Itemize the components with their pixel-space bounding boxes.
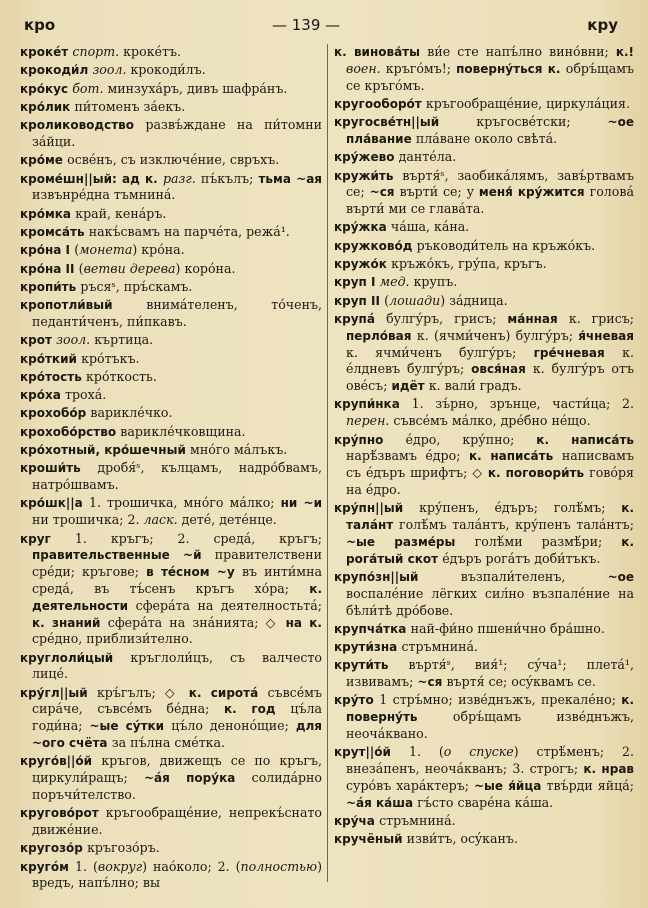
dictionary-entry bbox=[20, 840, 322, 857]
headword: ~ые сýтки bbox=[89, 719, 172, 734]
headword: ~ое bbox=[607, 569, 634, 584]
definition-text: въртя́ се; осýквамъ се. bbox=[446, 674, 596, 690]
definition-text: за пъ́лна смéтка. bbox=[111, 735, 226, 751]
definition-text: срéдно, приблизи́телно. bbox=[32, 631, 193, 647]
headword: тьма ~ая bbox=[258, 171, 323, 186]
headword: круглоли́цый bbox=[20, 650, 131, 665]
usage-label: воен. bbox=[346, 60, 381, 76]
definition-text: твъ́рди яйцá; bbox=[546, 777, 634, 793]
headword: правительственные ~й bbox=[32, 548, 215, 563]
definition-text: ) кро́на. bbox=[132, 242, 185, 258]
headword: крокéт bbox=[20, 45, 73, 59]
headword: кро́на I bbox=[20, 243, 75, 258]
dictionary-entry bbox=[20, 297, 322, 331]
definition-text: солидáрно поръчи́телство. bbox=[32, 770, 322, 802]
headword: кружо́к bbox=[334, 257, 392, 272]
headword: я́чневая bbox=[578, 328, 634, 343]
headword: ~ое пла́вание bbox=[346, 115, 634, 146]
headword: кромса́ть bbox=[20, 224, 89, 239]
definition-text: к. грисъ; bbox=[568, 310, 635, 326]
dictionary-entry bbox=[334, 744, 634, 811]
definition-text: 1. ( bbox=[75, 858, 98, 874]
headword: крупá bbox=[334, 311, 387, 326]
headword: к. сиротá bbox=[188, 685, 268, 700]
headword: круп I bbox=[334, 275, 380, 290]
dictionary-entry bbox=[20, 224, 322, 241]
headword: кругóм bbox=[20, 859, 76, 874]
headword: крути́зна bbox=[334, 640, 402, 655]
headword: к. поверну́ть bbox=[346, 693, 634, 725]
definition-text: стръмнинá. bbox=[379, 813, 456, 829]
headword: круго́в||о́й bbox=[20, 754, 102, 769]
definition-text: ) коро́на. bbox=[175, 260, 236, 276]
definition-text: кръгов, движещъ се по кръгъ, циркули́ращъ; bbox=[32, 753, 322, 786]
definition-text: ( bbox=[74, 242, 80, 258]
dictionary-entry bbox=[334, 569, 634, 619]
dictionary-entry bbox=[20, 62, 322, 79]
headword: кро́мка bbox=[20, 206, 76, 221]
definition-text: воспалéние лёгких сил́но възпалéние на бѣли́тѣ дро́бове. bbox=[346, 585, 634, 618]
headword: крут||о́й bbox=[334, 745, 409, 760]
headword: кропи́ть bbox=[20, 279, 81, 294]
definition-text: 1. кръгъ; 2. средá, кръгъ; bbox=[74, 530, 322, 546]
dictionary-entry bbox=[334, 274, 634, 291]
headword: кропотли́вый bbox=[20, 298, 147, 313]
definition-text: пъ́кълъ; bbox=[195, 170, 259, 186]
definition-text: кръгообращéние, непрекъ́снато движéние. bbox=[32, 805, 322, 838]
definition-text: ви́е сте напъ́лно вино́вни; bbox=[427, 44, 616, 59]
definition-text: извънрéдна тъмнинá. bbox=[32, 187, 176, 203]
headword: кро́кус bbox=[20, 81, 73, 96]
dictionary-entry bbox=[334, 149, 634, 166]
running-header bbox=[0, 16, 648, 38]
dictionary-entry bbox=[20, 387, 322, 404]
headword: к. написа́ть bbox=[536, 432, 634, 447]
dictionary-entry bbox=[334, 621, 634, 638]
headword: к. талáнт bbox=[346, 501, 634, 533]
headword: к. винова́ты bbox=[334, 45, 428, 59]
dictionary-entry bbox=[20, 805, 322, 839]
definition-text: голѣ́ми размѣ́ри; bbox=[474, 533, 622, 549]
definition-text: нарѣ́звамъ éдро; bbox=[346, 448, 469, 464]
dictionary-entry bbox=[20, 405, 322, 422]
headword: в тéсном ~у bbox=[146, 565, 242, 580]
usage-label: мед. bbox=[379, 274, 410, 290]
dictionary-entry bbox=[334, 219, 634, 236]
headword: кро́ха bbox=[20, 388, 65, 403]
dictionary-entry bbox=[20, 206, 322, 223]
definition-text: мно́го мáлъкъ. bbox=[190, 442, 288, 458]
dictionary-entry bbox=[334, 432, 634, 499]
definition-text: крокéтъ. bbox=[119, 44, 181, 59]
definition-text: съвсéмъ сирáче, съвсéмъ бéдна; bbox=[32, 684, 322, 717]
headword: ма́нная bbox=[507, 311, 569, 326]
definition-text: освéнъ, съ изключéние, свръхъ. bbox=[67, 152, 280, 168]
dictionary-entry bbox=[20, 81, 322, 98]
dictionary-entry bbox=[20, 859, 322, 893]
definition-text: сферáта на знáнията; ◇ bbox=[107, 614, 286, 630]
definition-text: обръ́щамъ изве́днъжъ, неочáквано. bbox=[346, 709, 634, 742]
definition-text: дробя́ˢ, кълцамъ, надро́бвамъ, натро́швамъ. bbox=[32, 460, 322, 493]
headword: к. написа́ть bbox=[468, 449, 562, 464]
headword: крокоди́л bbox=[20, 63, 93, 78]
definition-text: внимáтеленъ, то́ченъ, педанти́ченъ, пи́пкавъ. bbox=[32, 297, 322, 329]
usage-label: ласк. bbox=[143, 512, 178, 528]
dictionary-entry bbox=[334, 657, 634, 691]
dictionary-entry bbox=[20, 279, 322, 296]
definition-text: éдъръ рогáтъ доби́тъкъ. bbox=[442, 550, 601, 566]
usage-label: разг. bbox=[162, 170, 196, 186]
definition-text: цъ́ла годи́на; bbox=[32, 701, 322, 734]
headword: идёт bbox=[391, 379, 429, 394]
definition-text: въртя́ˢ, заобикáлямъ, завъ́ртвамъ се; bbox=[346, 167, 634, 200]
dictionary-entry bbox=[20, 261, 322, 278]
dictionary-entry bbox=[334, 311, 634, 395]
definition-text: кръгообращéние, циркулáция. bbox=[425, 95, 630, 111]
definition-text: ) зáдница. bbox=[440, 292, 508, 308]
dictionary-entry bbox=[334, 114, 634, 148]
headword: кручёный bbox=[334, 832, 407, 847]
headword: ~áя ка́ша bbox=[346, 795, 418, 810]
dictionary-entry bbox=[334, 96, 634, 113]
definition-text: кръгосвéтски; bbox=[476, 114, 608, 130]
headword: кроши́ть bbox=[20, 461, 98, 476]
headword: крот bbox=[20, 333, 57, 348]
usage-label: лошади bbox=[389, 292, 441, 308]
usage-label: вокруг bbox=[97, 858, 143, 874]
definition-text: кръгозо́ръ. bbox=[87, 840, 160, 856]
definition-text: върти́ се; у bbox=[399, 184, 479, 200]
definition-text: край, кенáръ. bbox=[75, 205, 167, 221]
headword: кру́пно bbox=[334, 432, 406, 447]
page-number: — 139 — bbox=[272, 16, 341, 34]
dictionary-entry bbox=[20, 44, 322, 61]
dictionary-entry bbox=[20, 152, 322, 169]
usage-label: монета bbox=[79, 242, 133, 258]
definition-text: суро́въ харáктеръ; bbox=[346, 777, 474, 793]
headword: крупча́тка bbox=[334, 621, 411, 636]
dictionary-entry bbox=[20, 495, 322, 529]
usage-label: зоол. bbox=[56, 332, 91, 348]
headword: для ~ого счёта bbox=[32, 719, 323, 751]
left-column bbox=[20, 44, 322, 894]
definition-text: гъ́сто сварéна кáша. bbox=[417, 794, 554, 810]
dictionary-entry bbox=[334, 831, 634, 848]
usage-label: спорт. bbox=[72, 44, 120, 59]
definition-text: чáша, кáна. bbox=[390, 219, 470, 235]
headword: гре́чневая bbox=[533, 345, 623, 360]
definition-text: плáване около свѣтá. bbox=[415, 130, 558, 146]
dictionary-entry bbox=[20, 531, 322, 649]
definition-text: написвамъ съ éдъръ шрифтъ; ◇ bbox=[346, 448, 634, 481]
headword: ~ые разме́ры bbox=[346, 534, 475, 549]
dictionary-entry bbox=[20, 424, 322, 441]
definition-text: вариклéчко. bbox=[90, 405, 173, 421]
definition-text: к. ячми́ченъ булгу́ръ; bbox=[346, 344, 534, 360]
usage-label: перен. bbox=[346, 413, 390, 429]
definition-text: 1. ( bbox=[408, 744, 444, 760]
headword: кролиководство bbox=[20, 118, 146, 133]
headword: кро́ткий bbox=[20, 351, 82, 366]
dictionary-entry bbox=[20, 99, 322, 116]
definition-text: к. булгу́ръ отъ овéсъ; bbox=[346, 361, 634, 394]
definition-text: детé, детéнце. bbox=[177, 512, 277, 528]
definition-text: головá върти́ ми се главáта. bbox=[346, 184, 634, 217]
headword: к. нрав bbox=[583, 762, 635, 777]
headword: ~ся bbox=[417, 675, 447, 690]
headword: круп II bbox=[334, 293, 385, 308]
headword: к. деятельности bbox=[32, 581, 322, 613]
dictionary-entry bbox=[20, 442, 322, 459]
definition-text: éдро, кру́пно; bbox=[405, 431, 537, 447]
dictionary-entry bbox=[334, 238, 634, 255]
dictionary-entry bbox=[334, 500, 634, 567]
usage-label: зоол. bbox=[92, 62, 127, 78]
usage-label: о спуске bbox=[443, 744, 514, 760]
definition-text: правителствени срéди; кръгове; bbox=[32, 547, 322, 580]
headword: крути́ть bbox=[334, 658, 409, 673]
definition-text: крокоди́лъ. bbox=[126, 62, 206, 78]
dictionary-entry bbox=[334, 293, 634, 310]
definition-text: кро́тъкъ. bbox=[81, 350, 140, 366]
definition-text: булгу́ръ, грисъ; bbox=[386, 310, 508, 326]
dictionary-entry bbox=[20, 369, 322, 386]
dictionary-entry bbox=[20, 242, 322, 259]
headword: кру́гл||ый bbox=[20, 685, 97, 700]
definition-text: варикле́чковщина. bbox=[120, 423, 246, 439]
definition-text: кръжо́къ, гру́па, кръгъ. bbox=[391, 256, 547, 272]
headword: кроме́шн||ый: ад к. bbox=[20, 171, 163, 186]
definition-text: най-фи́но пшени́чно бра́шно. bbox=[410, 620, 605, 636]
headword: поверну́ться к. bbox=[456, 61, 566, 76]
headword: кро́хотный, кро́шечный bbox=[20, 443, 191, 458]
headword: кру́то bbox=[334, 693, 380, 708]
headword: овся́ная bbox=[471, 362, 533, 377]
definition-text: ( bbox=[384, 292, 390, 308]
headword: кружково́д bbox=[334, 238, 417, 253]
headword: к. поговори́ть bbox=[487, 466, 590, 481]
dictionary-entry bbox=[334, 639, 634, 656]
definition-text: развъ́ждане на пи́томни зáйци. bbox=[32, 117, 322, 149]
definition-text: сферáта на деятелностьтá; bbox=[135, 597, 322, 613]
headword: ~ся bbox=[369, 185, 400, 200]
headword: к. год bbox=[223, 702, 291, 717]
definition-text: кру́пенъ, éдъръ; голѣ́мъ; bbox=[419, 500, 622, 516]
dictionary-entry bbox=[334, 396, 634, 430]
headword: крохобо́рство bbox=[20, 424, 121, 439]
dictionary-entry bbox=[20, 753, 322, 803]
dictionary-entry bbox=[20, 171, 322, 205]
definition-text: к. (ячми́ченъ) булгу́ръ; bbox=[416, 327, 579, 343]
headword: кру́ча bbox=[334, 814, 380, 829]
definition-text: възпали́теленъ, bbox=[460, 568, 608, 584]
headword: кро́тость bbox=[20, 369, 87, 384]
definition-text: ни трошичка; 2. bbox=[32, 512, 144, 528]
definition-text: 1. зъ́рно, зрънце, части́ца; 2. bbox=[411, 396, 635, 412]
usage-label: бот. bbox=[72, 80, 104, 96]
dictionary-entry bbox=[20, 332, 322, 349]
definition-text: минзухáръ, дивъ шафрáнъ. bbox=[103, 80, 288, 96]
definition-text: обръ́щамъ се кръгóмъ. bbox=[346, 60, 635, 93]
definition-text: цъ́ло денонóщие; bbox=[171, 718, 296, 734]
headword: кру́жево bbox=[334, 150, 399, 165]
definition-text: голѣ́мъ талáнтъ, кру́пенъ талáнтъ; bbox=[398, 517, 634, 533]
headword: кругово́рот bbox=[20, 806, 106, 821]
headword: кро́ме bbox=[20, 153, 68, 168]
definition-text: ръсяˢ, пръ́скамъ. bbox=[80, 278, 193, 294]
headword: кро́лик bbox=[20, 99, 75, 114]
dictionary-entry bbox=[334, 256, 634, 273]
dictionary-entry bbox=[334, 692, 634, 742]
headword: кругозо́р bbox=[20, 841, 88, 856]
definition-text: дантéла. bbox=[398, 149, 457, 165]
headword: кругооборо́т bbox=[334, 96, 426, 111]
definition-text: ) стрѣ́менъ; 2. внезáпенъ, неочáкванъ; 3. строгъ; bbox=[346, 744, 634, 777]
definition-text: кръглоли́цъ, съ валчесто лицé. bbox=[32, 649, 323, 682]
dictionary-entry bbox=[20, 685, 322, 752]
headword: кружи́ть bbox=[334, 168, 403, 183]
headword: крохобо́р bbox=[20, 406, 91, 421]
definition-text: изви́тъ, осýканъ. bbox=[406, 831, 518, 847]
dictionary-entry bbox=[20, 351, 322, 368]
headword: на к. bbox=[285, 615, 322, 630]
usage-label: ветви дерева bbox=[83, 260, 176, 276]
dictionary-entry bbox=[334, 168, 634, 218]
headword: кру́пн||ый bbox=[334, 501, 420, 516]
definition-text: накъ́свамъ на парчéта, режá¹. bbox=[88, 223, 290, 239]
definition-text: ) наóколо; 2. ( bbox=[142, 858, 241, 874]
headword: ни ~и bbox=[280, 496, 322, 511]
headword: к.! bbox=[615, 45, 634, 59]
dictionary-entry bbox=[20, 650, 322, 684]
column-divider bbox=[327, 44, 328, 882]
headword: кро́на II bbox=[20, 261, 79, 276]
usage-label: полностью bbox=[240, 858, 318, 874]
dictionary-entry bbox=[20, 117, 322, 151]
definition-text: въртя́ˢ, вия́¹; сýча¹; плетá¹, извивамъ; bbox=[346, 657, 634, 690]
definition-text: кръ́гълъ; ◇ bbox=[96, 684, 189, 700]
definition-text: ( bbox=[78, 260, 84, 276]
definition-text: къртица. bbox=[90, 332, 154, 348]
definition-text: трохá. bbox=[65, 387, 107, 403]
headword: к. рога́тый скот bbox=[346, 534, 634, 566]
definition-text: к. éлдневъ булгу́ръ; bbox=[346, 344, 634, 377]
headword: меня́ кру́жится bbox=[478, 185, 590, 200]
headword: к. знаний bbox=[32, 615, 108, 630]
definition-text: крупъ. bbox=[409, 274, 458, 290]
header-last-word: кру bbox=[587, 16, 618, 34]
dictionary-entry bbox=[334, 813, 634, 830]
definition-text: кръгóмъ!; bbox=[380, 60, 457, 76]
definition-text: пи́томенъ зáекъ. bbox=[74, 98, 186, 114]
headword: круг bbox=[20, 531, 75, 546]
definition-text: кро́ткость. bbox=[86, 368, 157, 384]
right-column bbox=[334, 44, 634, 850]
definition-text: 1 стръ́мно; изве́днъжъ, прекалéно; bbox=[379, 692, 622, 708]
definition-text: 1. трошичка, мно́го мáлко; bbox=[88, 495, 281, 511]
headword: ~áя пору́ка bbox=[143, 771, 252, 786]
definition-text: ) вредъ, напъ́лно; вы bbox=[32, 858, 322, 891]
definition-text: к. вали́ градъ. bbox=[428, 378, 522, 394]
headword: кругосве́тн||ый bbox=[334, 115, 477, 130]
headword: кро́шк||а bbox=[20, 496, 89, 511]
headword: крупо́зн||ый bbox=[334, 569, 461, 584]
definition-text: стръмнинá. bbox=[401, 639, 479, 655]
headword: кру́жка bbox=[334, 220, 391, 235]
dictionary-entry bbox=[20, 460, 322, 494]
definition-text: говóря на éдро. bbox=[346, 465, 634, 497]
headword: перло́вая bbox=[346, 328, 417, 343]
definition-text: въ инти́мна средá, въ тъ́сенъ кръгъ хо́ра; bbox=[32, 564, 322, 596]
dictionary-entry bbox=[334, 44, 634, 94]
header-first-word: кро bbox=[24, 16, 56, 34]
definition-text: ръководи́тель на кръжо́къ. bbox=[416, 237, 596, 253]
headword: ~ые я́йца bbox=[474, 778, 547, 793]
definition-text: съвсéмъ мáлко, дрéбно нéщо. bbox=[389, 413, 591, 429]
headword: крупи́нка bbox=[334, 397, 412, 412]
